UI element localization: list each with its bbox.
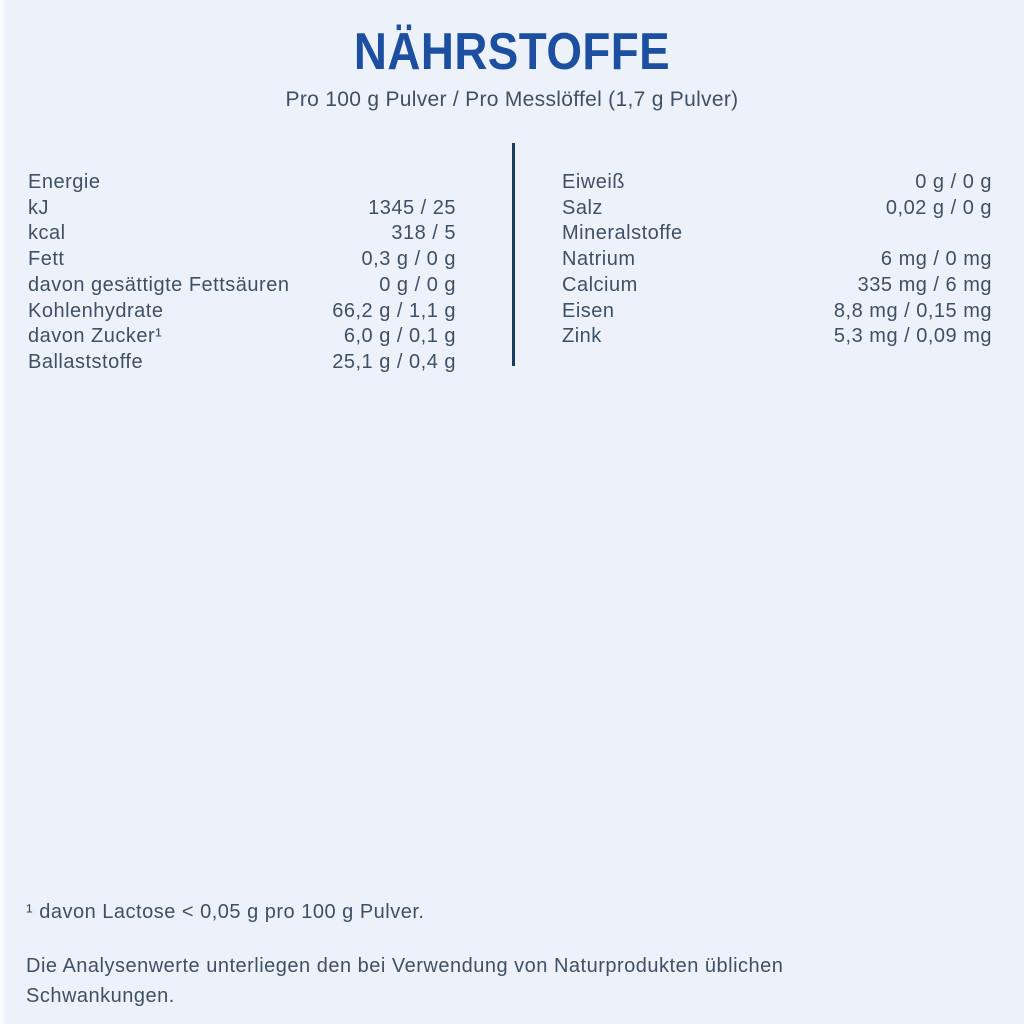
- analysis-footnote-line2: Schwankungen.: [26, 985, 175, 1007]
- nutrient-value: 335 mg / 6 mg: [857, 273, 992, 296]
- table-row: [28, 196, 456, 222]
- analysis-footnote-line1: Die Analysenwerte unterliegen den bei Verwendung von Naturprodukten üblichen: [26, 955, 784, 977]
- nutrient-label: Calcium: [562, 273, 638, 296]
- table-row: [28, 273, 456, 299]
- table-row: [562, 324, 992, 350]
- panel-subtitle: Pro 100 g Pulver / Pro Messlöffel (1,7 g Pulver): [285, 88, 739, 111]
- table-row: [562, 170, 992, 196]
- nutrient-label: Eisen: [562, 299, 615, 322]
- table-row: [28, 247, 456, 273]
- column-divider: [512, 143, 515, 366]
- nutrient-label: kcal: [28, 222, 66, 245]
- nutrient-label: Eiweiß: [562, 171, 626, 193]
- table-row: [562, 221, 992, 247]
- nutrient-value: 25,1 g / 0,4 g: [332, 350, 456, 373]
- table-row: [562, 273, 992, 299]
- table-row: [28, 170, 456, 196]
- nutrient-label: Energie: [28, 171, 101, 193]
- table-row: [28, 324, 456, 350]
- nutrient-value: 5,3 mg / 0,09 mg: [833, 325, 992, 348]
- nutrient-label: kJ: [28, 196, 49, 219]
- left-edge-highlight: [0, 0, 7, 1024]
- nutrient-value: 66,2 g / 1,1 g: [332, 299, 456, 322]
- nutrient-label: Salz: [562, 196, 603, 219]
- nutrient-value: 8,8 mg / 0,15 mg: [833, 299, 992, 322]
- nutrient-value: 1345 / 25: [368, 196, 456, 219]
- nutrient-label: Natrium: [562, 248, 636, 271]
- table-row: [562, 299, 992, 325]
- nutrient-label: Fett: [28, 248, 65, 271]
- nutrient-label: Zink: [562, 325, 602, 348]
- table-row: [28, 299, 456, 325]
- nutrition-table-left: [28, 170, 456, 376]
- table-row: [28, 350, 456, 376]
- nutrient-value: 6 mg / 0 mg: [880, 248, 992, 271]
- panel-title: NÄHRSTOFFE: [353, 23, 671, 81]
- nutrient-label: Ballaststoffe: [28, 350, 144, 373]
- nutrient-value: 6,0 g / 0,1 g: [343, 325, 456, 348]
- nutrient-value: 318 / 5: [391, 222, 456, 245]
- nutrient-label: Mineralstoffe: [562, 222, 683, 245]
- analysis-footnote: [26, 951, 783, 1011]
- table-row: [562, 247, 992, 273]
- nutrient-label: Kohlenhydrate: [28, 299, 164, 322]
- nutrient-value: 0 g / 0 g: [915, 171, 992, 193]
- lactose-footnote: ¹ davon Lactose < 0,05 g pro 100 g Pulver.: [26, 901, 425, 923]
- table-row: [562, 196, 992, 222]
- nutrient-label: davon gesättigte Fettsäuren: [28, 273, 290, 296]
- table-row: [28, 221, 456, 247]
- nutrient-label: davon Zucker¹: [28, 325, 163, 348]
- nutrient-value: 0,02 g / 0 g: [885, 196, 992, 219]
- nutrient-value: 0 g / 0 g: [379, 273, 456, 296]
- nutrient-value: 0,3 g / 0 g: [361, 248, 456, 271]
- nutrition-table-right: [562, 170, 992, 350]
